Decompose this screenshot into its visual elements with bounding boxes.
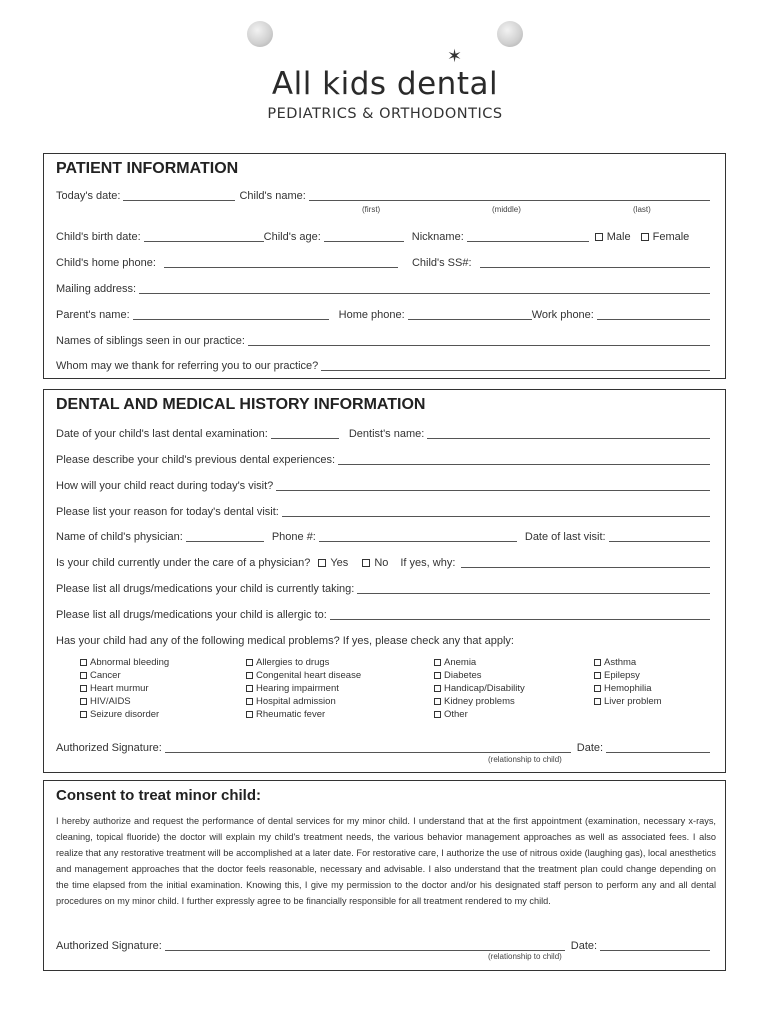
name-first-hint: (first) xyxy=(362,205,381,214)
home-phone-label: Home phone: xyxy=(338,309,405,321)
row-birth-age xyxy=(56,227,714,243)
experiences-field[interactable] xyxy=(338,454,710,465)
if-yes-field[interactable] xyxy=(461,557,710,568)
row-problems-question xyxy=(56,631,714,647)
physician-label: Name of child's physician: xyxy=(56,531,183,543)
parents-name-label: Parent's name: xyxy=(56,309,130,321)
parents-name-field[interactable] xyxy=(133,309,329,320)
condition-checkbox[interactable]: HIV/AIDS xyxy=(80,695,169,708)
row-physician xyxy=(56,527,714,543)
condition-checkbox[interactable]: Rheumatic fever xyxy=(246,708,361,721)
condition-checkbox[interactable]: Kidney problems xyxy=(434,695,525,708)
condition-checkbox[interactable]: Allergies to drugs xyxy=(246,656,361,669)
phone-field[interactable] xyxy=(319,531,517,542)
row-drugs-taking xyxy=(56,579,714,595)
last-exam-label: Date of your child's last dental examination: xyxy=(56,428,268,440)
if-yes-label: If yes, why: xyxy=(400,557,456,569)
history-signature-label: Authorized Signature: xyxy=(56,742,162,754)
conditions-column-4 xyxy=(594,656,662,708)
checkbox-icon xyxy=(80,659,87,666)
conditions-column-1 xyxy=(80,656,169,721)
ssn-label: Child's SS#: xyxy=(411,257,472,269)
history-title: DENTAL AND MEDICAL HISTORY INFORMATION xyxy=(56,396,426,413)
checkbox-icon xyxy=(318,559,326,567)
patient-info-title: PATIENT INFORMATION xyxy=(56,160,239,177)
birth-date-field[interactable] xyxy=(144,231,264,242)
checkbox-icon xyxy=(80,711,87,718)
referral-field[interactable] xyxy=(321,360,710,371)
conditions-column-3 xyxy=(434,656,525,721)
phone-label: Phone #: xyxy=(271,531,316,543)
checkbox-icon xyxy=(80,685,87,692)
checkbox-icon xyxy=(246,659,253,666)
checkbox-icon xyxy=(80,698,87,705)
last-visit-label: Date of last visit: xyxy=(524,531,606,543)
history-date-label: Date: xyxy=(576,742,604,754)
checkbox-icon xyxy=(246,711,253,718)
physician-field[interactable] xyxy=(186,531,264,542)
row-last-exam xyxy=(56,424,714,440)
consent-relationship-hint: (relationship to child) xyxy=(488,952,562,961)
checkbox-icon xyxy=(594,659,601,666)
dentist-name-label: Dentist's name: xyxy=(348,428,425,440)
todays-date-label: Today's date: xyxy=(56,190,121,202)
name-middle-hint: (middle) xyxy=(492,205,521,214)
yes-checkbox[interactable]: Yes xyxy=(318,557,348,569)
child-home-phone-field[interactable] xyxy=(164,257,398,268)
drugs-taking-label: Please list all drugs/medications your child is currently taking: xyxy=(56,583,355,595)
row-phone-ssn xyxy=(56,253,714,269)
consent-date-label: Date: xyxy=(570,940,598,952)
condition-checkbox[interactable]: Abnormal bleeding xyxy=(80,656,169,669)
checkbox-icon xyxy=(595,233,603,241)
consent-signature-label: Authorized Signature: xyxy=(56,940,162,952)
checkbox-icon xyxy=(594,672,601,679)
ssn-field[interactable] xyxy=(480,257,710,268)
male-checkbox[interactable]: Male xyxy=(595,231,631,243)
checkbox-icon xyxy=(246,672,253,679)
punch-hole-right xyxy=(497,21,523,47)
checkbox-icon xyxy=(434,698,441,705)
row-referral xyxy=(56,356,714,372)
child-home-phone-label: Child's home phone: xyxy=(56,257,156,269)
checkbox-icon xyxy=(80,672,87,679)
checkbox-icon xyxy=(246,698,253,705)
row-experiences xyxy=(56,450,714,466)
brand-subtitle: PEDIATRICS & ORTHODONTICS xyxy=(267,106,503,122)
reason-label: Please list your reason for today's dental visit: xyxy=(56,506,279,518)
row-history-signature xyxy=(56,738,714,754)
checkbox-icon xyxy=(594,685,601,692)
row-date-name xyxy=(56,186,714,202)
react-field[interactable] xyxy=(276,480,710,491)
row-mailing xyxy=(56,279,714,295)
brand-name: All kids dental xyxy=(271,66,499,102)
condition-checkbox[interactable]: Hospital admission xyxy=(246,695,361,708)
childs-name-label: Child's name: xyxy=(239,190,306,202)
condition-checkbox[interactable]: Heart murmur xyxy=(80,682,169,695)
punch-hole-left xyxy=(247,21,273,47)
birth-date-label: Child's birth date: xyxy=(56,231,141,243)
childs-age-field[interactable] xyxy=(324,231,404,242)
experiences-label: Please describe your child's previous dental experiences: xyxy=(56,454,336,466)
drugs-taking-field[interactable] xyxy=(357,583,710,594)
condition-checkbox[interactable]: Handicap/Disability xyxy=(434,682,525,695)
condition-checkbox[interactable]: Asthma xyxy=(594,656,662,669)
nickname-field[interactable] xyxy=(467,231,589,242)
condition-checkbox[interactable]: Seizure disorder xyxy=(80,708,169,721)
condition-checkbox[interactable]: Diabetes xyxy=(434,669,525,682)
history-signature-field[interactable] xyxy=(165,742,571,753)
row-drugs-allergic xyxy=(56,605,714,621)
consent-date-field[interactable] xyxy=(600,940,710,951)
condition-checkbox[interactable]: Other xyxy=(434,708,525,721)
consent-title: Consent to treat minor child: xyxy=(56,787,262,804)
drugs-allergic-label: Please list all drugs/medications your child is allergic to: xyxy=(56,609,327,621)
female-checkbox[interactable]: Female xyxy=(641,231,690,243)
last-visit-field[interactable] xyxy=(609,531,710,542)
referral-label: Whom may we thank for referring you to our practice? xyxy=(56,360,319,372)
condition-checkbox[interactable]: Epilepsy xyxy=(594,669,662,682)
siblings-field[interactable] xyxy=(248,335,710,346)
checkbox-icon xyxy=(434,659,441,666)
condition-checkbox[interactable]: Congenital heart disease xyxy=(246,669,361,682)
drugs-allergic-field[interactable] xyxy=(330,609,710,620)
row-react xyxy=(56,476,714,492)
consent-text: I hereby authorize and request the performance of dental services for my minor child. I understand that at the first appointment (examination, necessary x-rays, cleaning, topical fluoride) the doctor will explain my child's treatment needs, the various behavior management approaches as well as associated fees. I also realize that any restorative treatment will be accomplished at a later date. For restorative care, I authorize the use of nitrous oxide (laughing gas), local anesthetics and management approaches that the doctor feels reasonable, necessary and advisable. I also understand that the treatment plan could change depending on the time elapsed from the initial examination. Knowing this, I give my permission to the doctor and/or his designated staff person to perform any and all dental procedures on my minor child. I further expressly agree to be financially responsible for all treatment rendered to my child. xyxy=(56,816,716,906)
checkbox-icon xyxy=(434,672,441,679)
checkbox-icon xyxy=(434,685,441,692)
react-label: How will your child react during today's visit? xyxy=(56,480,274,492)
todays-date-field[interactable] xyxy=(123,190,235,201)
star-icon: ✶ xyxy=(447,46,463,66)
condition-checkbox[interactable]: Hearing impairment xyxy=(246,682,361,695)
problems-question-label: Has your child had any of the following medical problems? If yes, please check any that apply: xyxy=(56,635,514,647)
checkbox-icon xyxy=(246,685,253,692)
work-phone-field[interactable] xyxy=(597,309,710,320)
checkbox-icon xyxy=(594,698,601,705)
checkbox-icon xyxy=(434,711,441,718)
row-reason xyxy=(56,502,714,518)
row-under-care xyxy=(56,553,714,569)
nickname-label: Nickname: xyxy=(411,231,464,243)
condition-checkbox[interactable]: Liver problem xyxy=(594,695,662,708)
last-exam-field[interactable] xyxy=(271,428,339,439)
condition-checkbox[interactable]: Cancer xyxy=(80,669,169,682)
condition-checkbox[interactable]: Hemophilia xyxy=(594,682,662,695)
under-care-label: Is your child currently under the care of a physician? xyxy=(56,557,311,569)
row-consent-signature xyxy=(56,936,714,952)
reason-field[interactable] xyxy=(282,506,710,517)
work-phone-label: Work phone: xyxy=(531,309,594,321)
mailing-address-field[interactable] xyxy=(139,283,710,294)
home-phone-field[interactable] xyxy=(408,309,532,320)
childs-name-field[interactable] xyxy=(309,190,710,201)
checkbox-icon xyxy=(362,559,370,567)
conditions-column-2 xyxy=(246,656,361,721)
consent-signature-field[interactable] xyxy=(165,940,565,951)
history-date-field[interactable] xyxy=(606,742,710,753)
condition-checkbox[interactable]: Anemia xyxy=(434,656,525,669)
row-siblings xyxy=(56,331,714,347)
childs-age-label: Child's age: xyxy=(263,231,321,243)
dentist-name-field[interactable] xyxy=(427,428,710,439)
no-checkbox[interactable]: No xyxy=(362,557,388,569)
history-relationship-hint: (relationship to child) xyxy=(488,755,562,764)
siblings-label: Names of siblings seen in our practice: xyxy=(56,335,245,347)
checkbox-icon xyxy=(641,233,649,241)
mailing-address-label: Mailing address: xyxy=(56,283,137,295)
name-last-hint: (last) xyxy=(633,205,651,214)
row-parent xyxy=(56,305,714,321)
